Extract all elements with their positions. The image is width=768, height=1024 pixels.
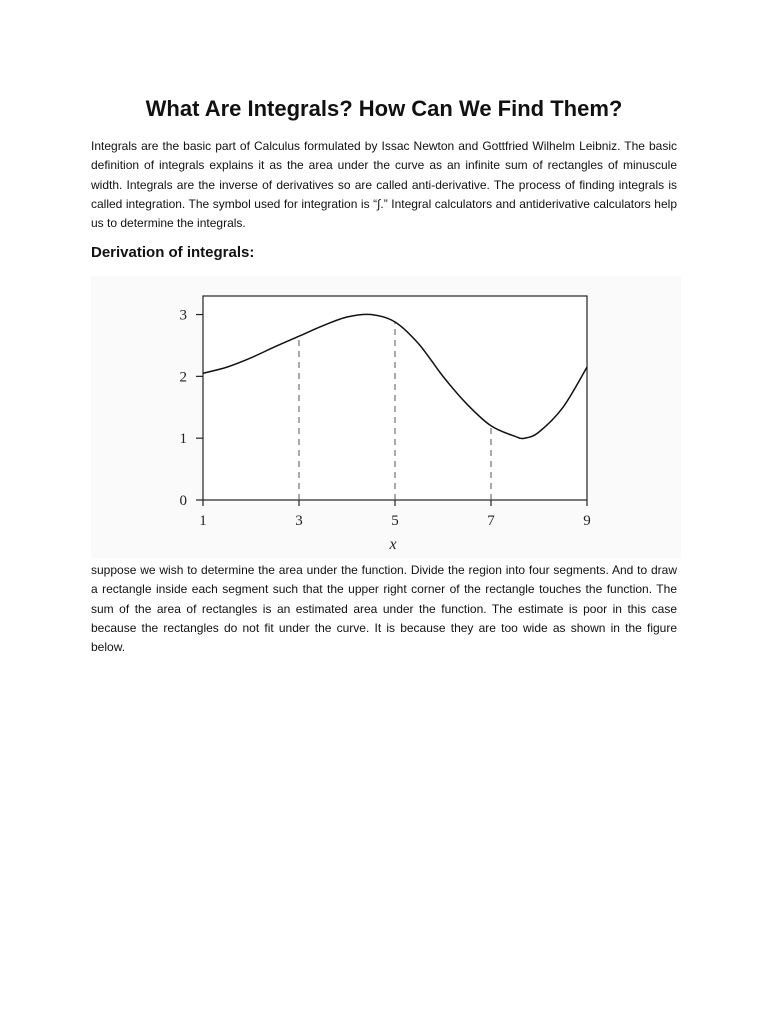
- y-tick-label: 3: [179, 307, 187, 324]
- intro-paragraph: Integrals are the basic part of Calculus formulated by Issac Newton and Gottfried Wilhelm Leibniz. The basic definition of integrals explains it as the area under the curve as an infinite sum of rectangles of minuscule width. Integrals are the inverse of derivatives so are called anti-derivative. The process of finding integrals is called integration. The symbol used for integration is “∫.” Integral calculators and antiderivative calculators help us to determine the integrals.: [91, 139, 677, 231]
- x-tick-label: 1: [199, 513, 207, 529]
- function-plot: [91, 276, 681, 558]
- x-tick-label: 7: [487, 513, 495, 529]
- y-tick-label: 0: [179, 493, 187, 509]
- function-plot-figure: [91, 276, 681, 558]
- x-tick-label: 3: [295, 513, 303, 529]
- explanation-paragraph: suppose we wish to determine the area under the function. Divide the region into four segments. And to draw a rectangle inside each segment such that the upper right corner of the rectangle touches the function. The sum of the area of rectangles is an estimated area under the function. The estimate is poor in this case because the rectangles do not fit under the curve. It is because they are too wide as shown in the figure below.: [91, 563, 677, 655]
- x-tick-label: 9: [583, 513, 591, 529]
- page-title: What Are Integrals? How Can We Find Them?: [145, 96, 623, 121]
- x-tick-label: 5: [391, 513, 399, 529]
- y-tick-label: 2: [179, 369, 187, 386]
- section-heading: Derivation of integrals:: [91, 244, 255, 261]
- y-tick-label: 1: [179, 431, 187, 448]
- x-axis-title: x: [389, 536, 397, 553]
